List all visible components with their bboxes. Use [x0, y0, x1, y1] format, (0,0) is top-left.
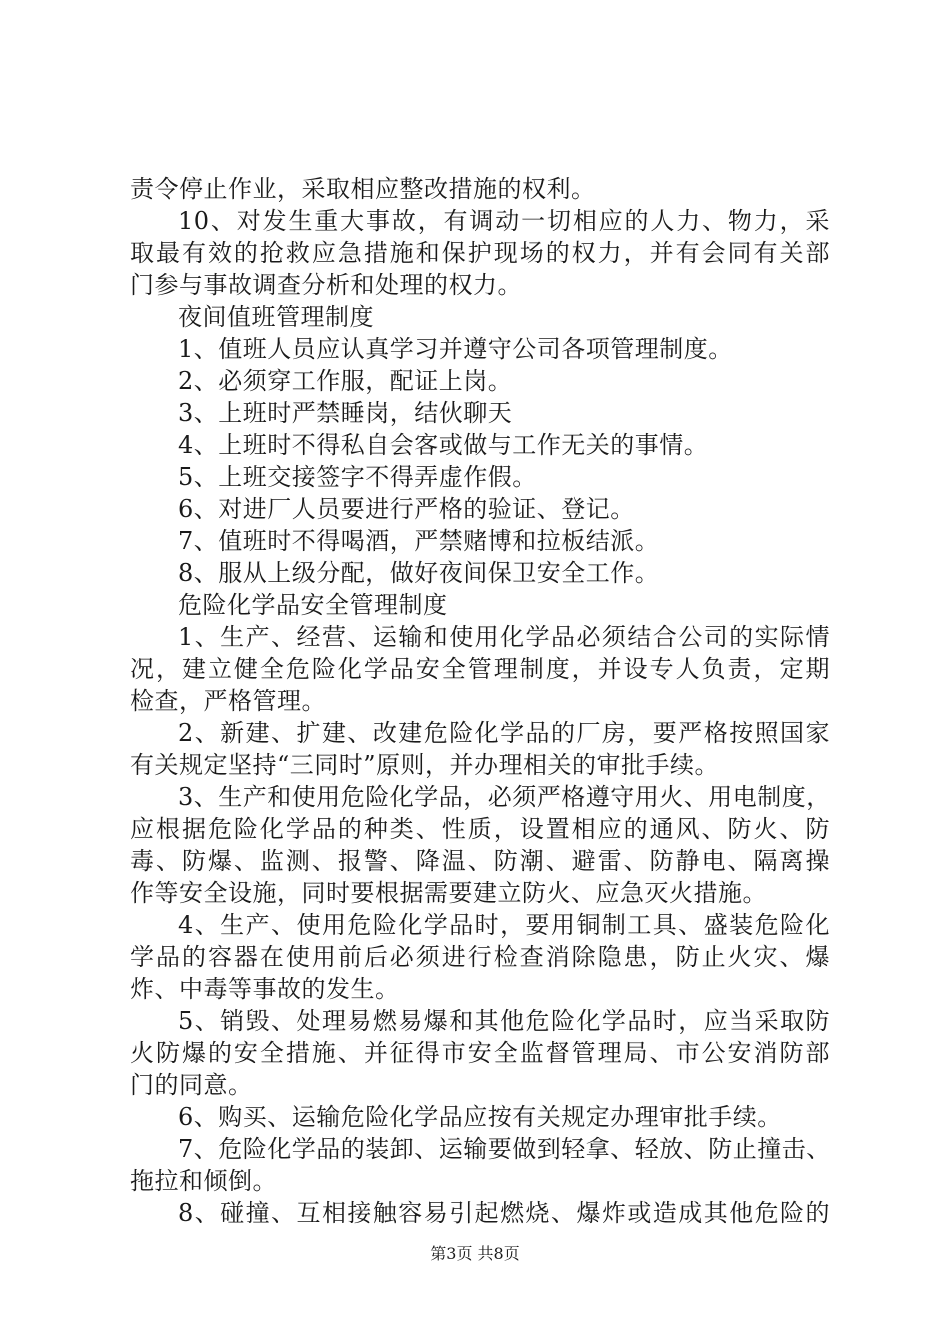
- text-line: 6、对进厂人员要进行严格的验证、登记。: [178, 495, 635, 523]
- text-line: 危险化学品安全管理制度: [178, 591, 448, 619]
- text-line: 1、值班人员应认真学习并遵守公司各项管理制度。: [178, 335, 733, 363]
- text-line: 5、销毁、处理易燃易爆和其他危险化学品时，应当采取防: [178, 1007, 830, 1035]
- text-line: 1、生产、经营、运输和使用化学品必须结合公司的实际情: [178, 623, 830, 651]
- text-line: 拖拉和倾倒。: [130, 1167, 277, 1195]
- text-line: 况，建立健全危险化学品安全管理制度，并设专人负责，定期: [130, 655, 830, 683]
- text-line: 夜间值班管理制度: [178, 303, 374, 331]
- text-line: 责令停止作业，采取相应整改措施的权利。: [130, 175, 596, 203]
- document-body: [130, 173, 830, 1229]
- text-line: 3、生产和使用危险化学品，必须严格遵守用火、用电制度，: [178, 783, 831, 811]
- text-line: 6、购买、运输危险化学品应按有关规定办理审批手续。: [178, 1103, 782, 1131]
- text-line: 检查，严格管理。: [130, 687, 326, 715]
- text-line: 有关规定坚持“三同时”原则，并办理相关的审批手续。: [130, 751, 720, 779]
- text-line: 4、上班时不得私自会客或做与工作无关的事情。: [178, 431, 709, 459]
- text-line: 2、必须穿工作服，配证上岗。: [178, 367, 513, 395]
- text-line: 取最有效的抢救应急措施和保护现场的权力，并有会同有关部: [130, 239, 830, 267]
- text-line: 3、上班时严禁睡岗，结伙聊天: [178, 399, 513, 427]
- text-line: 8、碰撞、互相接触容易引起燃烧、爆炸或造成其他危险的: [178, 1199, 830, 1227]
- text-line: 5、上班交接签字不得弄虚作假。: [178, 463, 537, 491]
- text-line: 门的同意。: [130, 1071, 253, 1099]
- text-line: 火防爆的安全措施、并征得市安全监督管理局、市公安消防部: [130, 1039, 830, 1067]
- page-number-footer: 第3页 共8页: [430, 1244, 520, 1263]
- text-line: 8、服从上级分配，做好夜间保卫安全工作。: [178, 559, 660, 587]
- text-line: 7、值班时不得喝酒，严禁赌博和拉板结派。: [178, 527, 660, 555]
- text-line: 炸、中毒等事故的发生。: [130, 975, 400, 1003]
- text-line: 毒、防爆、监测、报警、降温、防潮、避雷、防静电、隔离操: [130, 847, 830, 875]
- text-line: 学品的容器在使用前后必须进行检查消除隐患，防止火灾、爆: [130, 943, 830, 971]
- text-line: 作等安全设施，同时要根据需要建立防火、应急灭火措施。: [130, 879, 767, 907]
- text-line: 应根据危险化学品的种类、性质，设置相应的通风、防火、防: [130, 815, 830, 843]
- text-line: 4、生产、使用危险化学品时，要用铜制工具、盛装危险化: [178, 911, 830, 939]
- text-line: 10、对发生重大事故，有调动一切相应的人力、物力，采: [178, 207, 830, 235]
- text-line: 门参与事故调查分析和处理的权力。: [130, 271, 522, 299]
- text-line: 7、危险化学品的装卸、运输要做到轻拿、轻放、防止撞击、: [178, 1135, 831, 1163]
- text-line: 2、新建、扩建、改建危险化学品的厂房，要严格按照国家: [178, 719, 830, 747]
